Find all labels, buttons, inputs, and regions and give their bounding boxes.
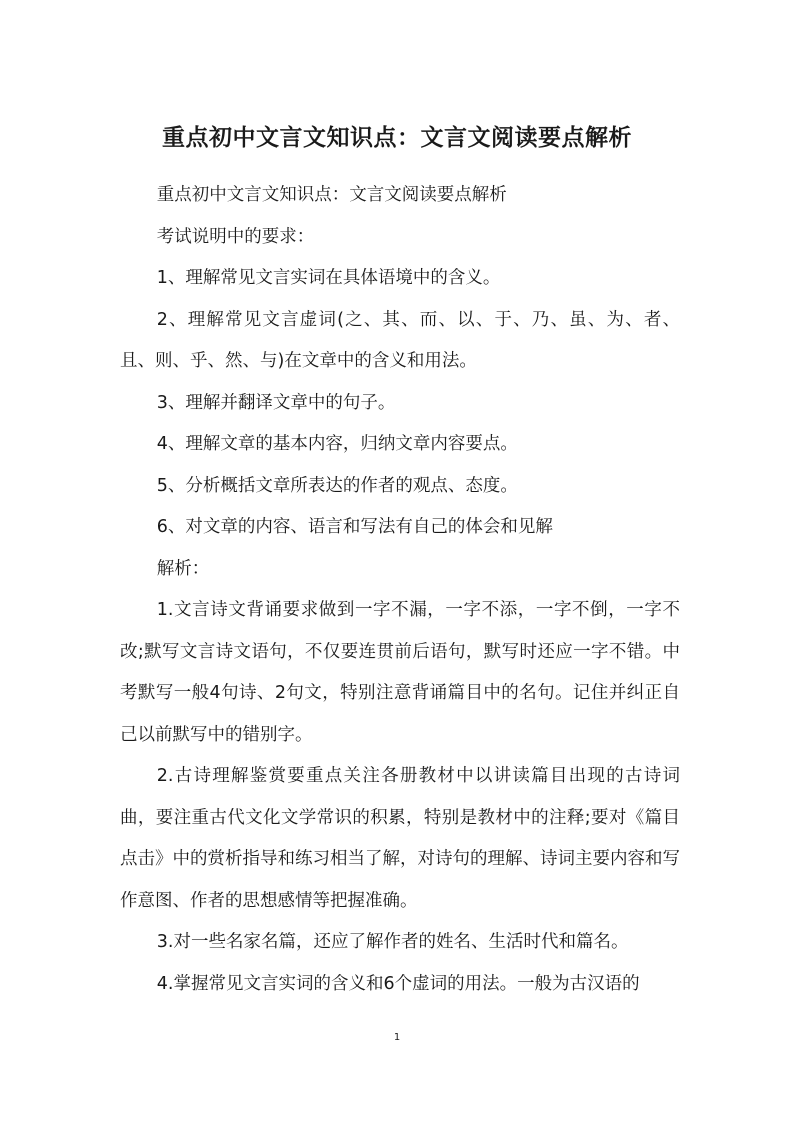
document-title: 重点初中文言文知识点：文言文阅读要点解析 xyxy=(162,125,632,151)
paragraph-analysis-2: 2.古诗理解鉴赏要重点关注各册教材中以讲读篇目出现的古诗词曲，要注重古代文化文学常识的积累，特别是教材中的注释;要对《篇目点击》中的赏析指导和练习相当了解，对诗句的理解、诗词主要内容和写作意图、作者的思想感情等把握准确。 xyxy=(120,766,680,911)
paragraph-subtitle: 重点初中文言文知识点：文言文阅读要点解析 xyxy=(156,185,507,205)
paragraph-requirement-5: 5、分析概括文章所表达的作者的观点、态度。 xyxy=(156,475,518,496)
paragraph-analysis-4: 4.掌握常见文言实词的含义和6个虚词的用法。一般为古汉语的 xyxy=(156,973,640,994)
paragraph-analysis-1: 1.文言诗文背诵要求做到一字不漏，一字不添，一字不倒，一字不改;默写文言诗文语句，不仅要连贯前后语句，默写时还应一字不错。中考默写一般4句诗、2句文，特别注意背诵篇目中的名句。记住并纠正自己以前默写中的错别字。 xyxy=(120,600,680,745)
paragraph-requirement-1: 1、理解常见文言实词在具体语境中的含义。 xyxy=(156,268,501,288)
paragraph-requirements-heading: 考试说明中的要求： xyxy=(156,226,315,247)
paragraph-requirement-3: 3、理解并翻译文章中的句子。 xyxy=(156,392,396,413)
paragraph-requirement-4: 4、理解文章的基本内容，归纳文章内容要点。 xyxy=(156,434,518,454)
paragraph-analysis-heading: 解析： xyxy=(156,558,210,579)
page-number: 1 xyxy=(393,1032,401,1043)
document-body xyxy=(120,175,680,1005)
paragraph-analysis-3: 3.对一些名家名篇，还应了解作者的姓名、生活时代和篇名。 xyxy=(156,932,629,952)
paragraph-requirement-2: 2、理解常见文言虚词(之、其、而、以、于、乃、虽、为、者、且、则、乎、然、与)在文章中的含义和用法。 xyxy=(120,309,680,371)
paragraph-requirement-6: 6、对文章的内容、语言和写法有自己的体会和见解 xyxy=(156,517,553,537)
